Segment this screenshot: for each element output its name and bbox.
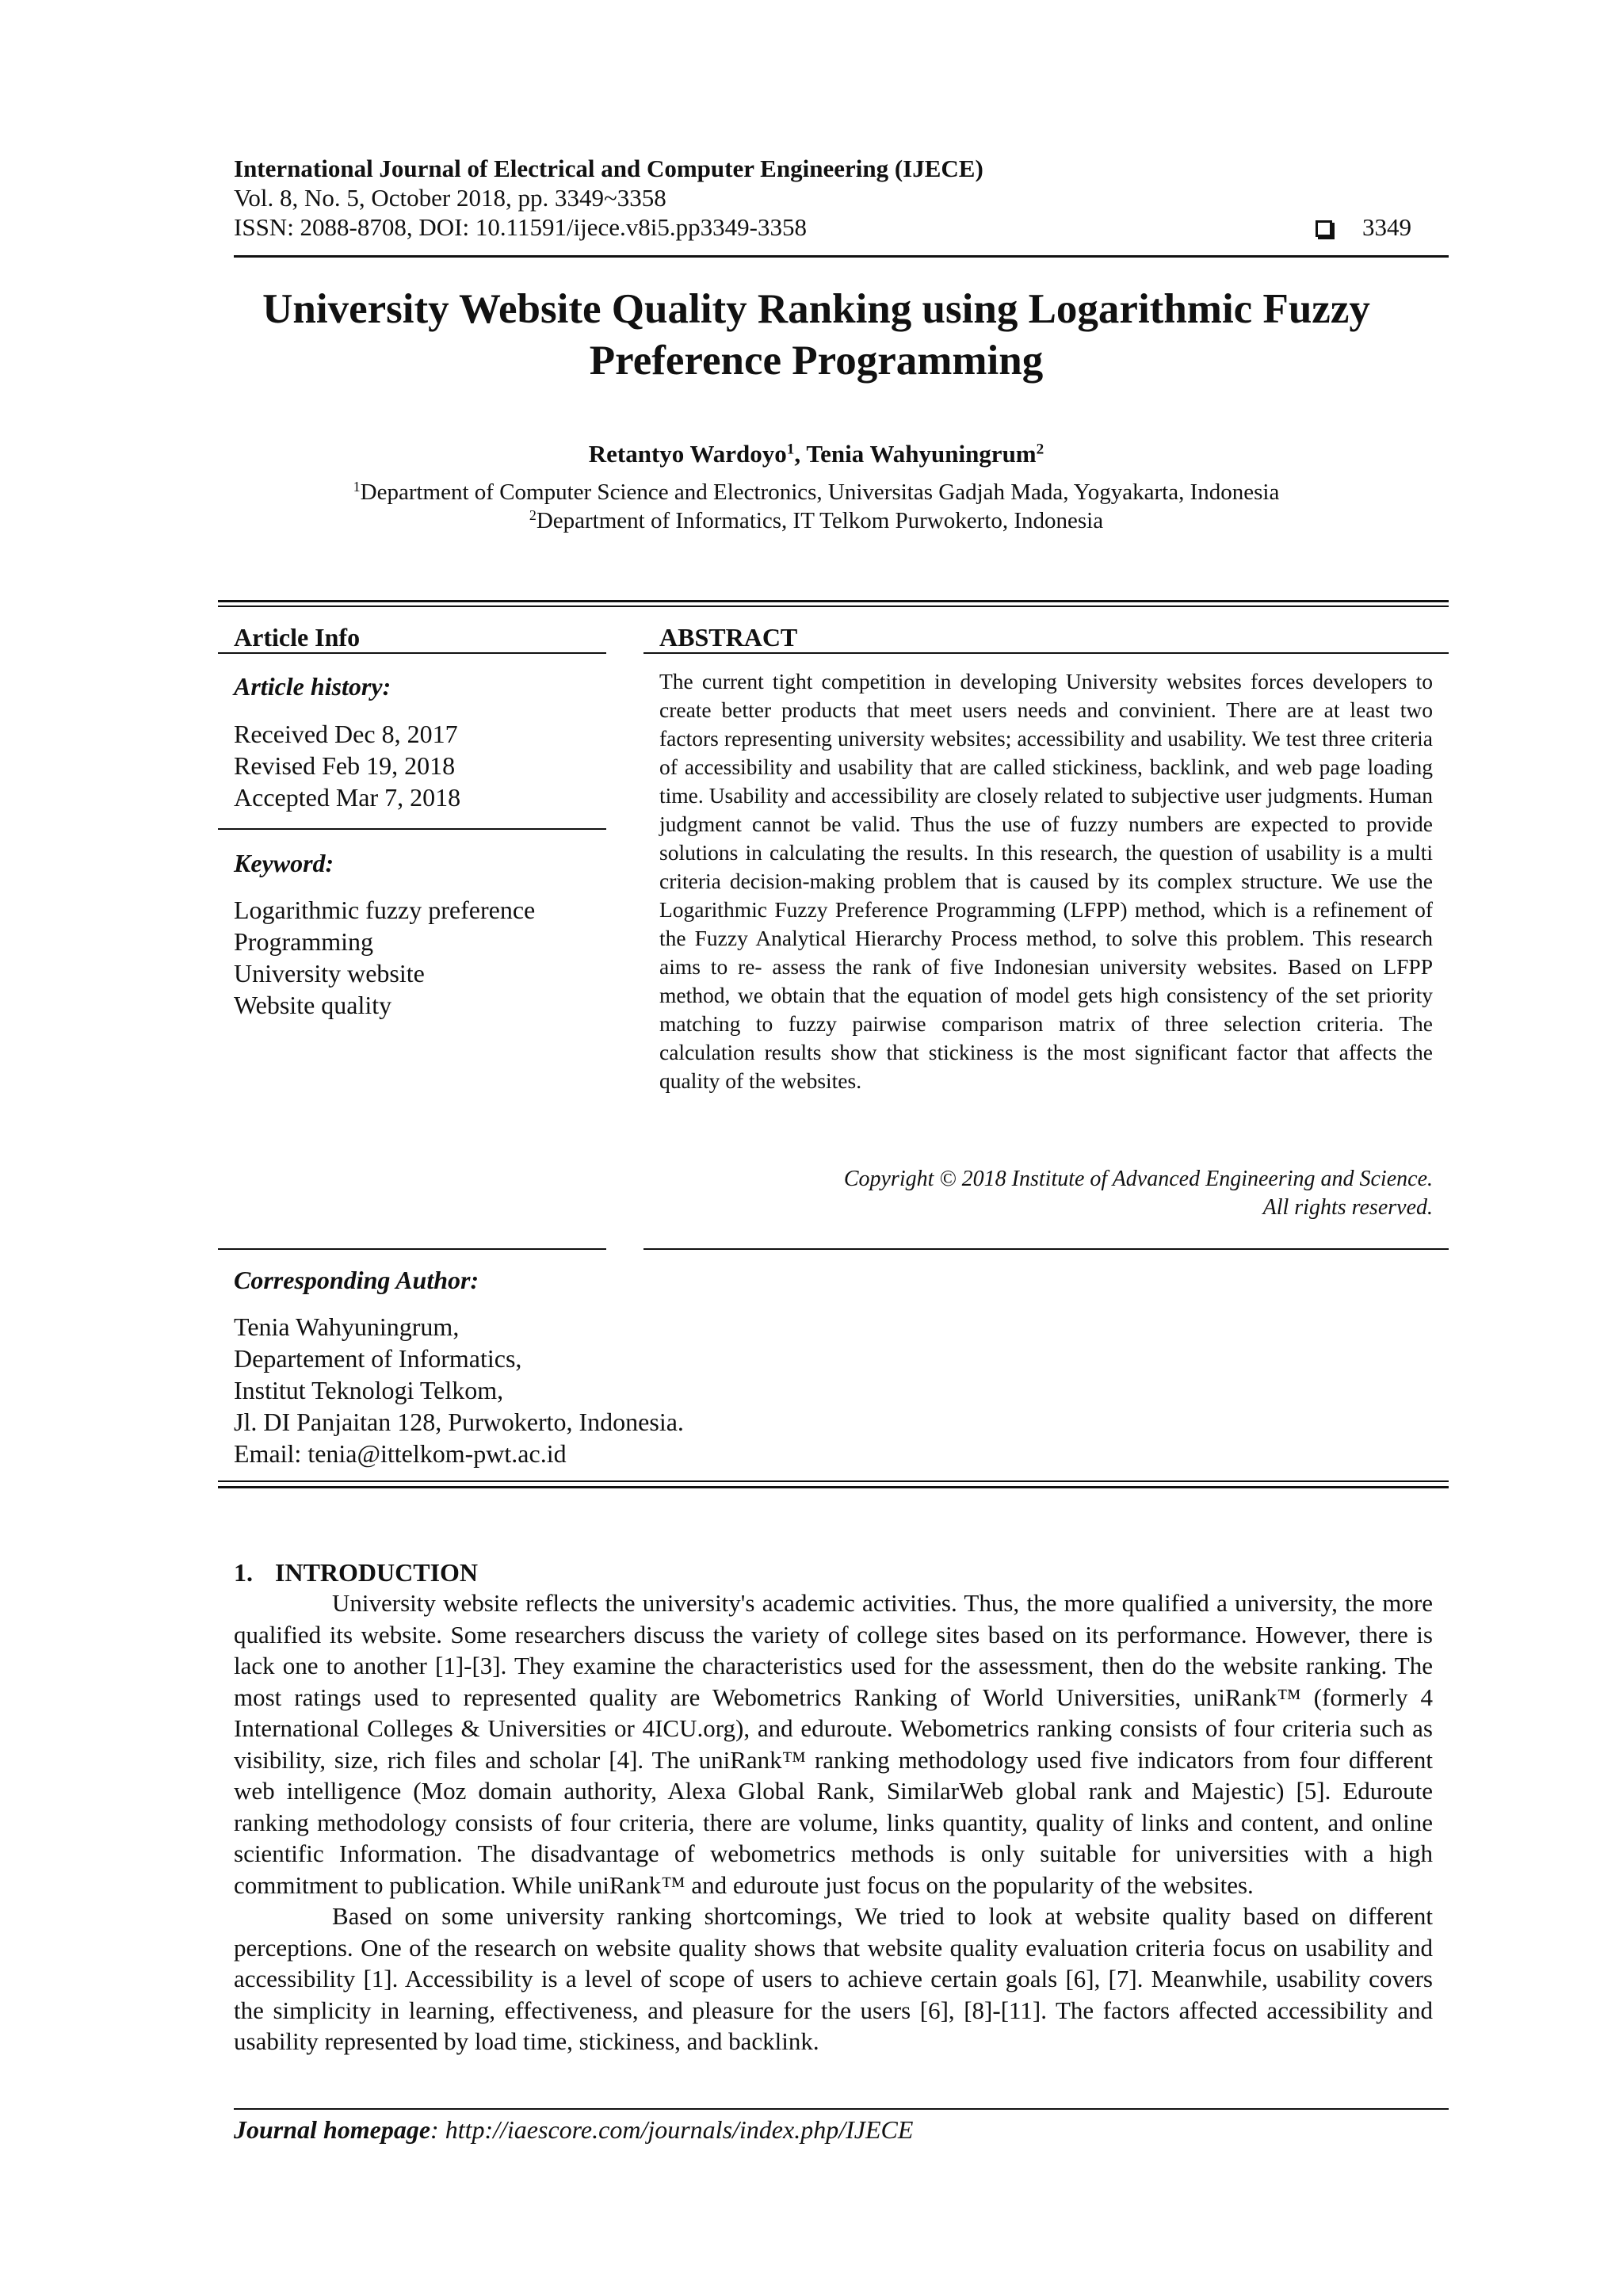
section-number: 1. xyxy=(234,1558,253,1587)
affiliation-1-text: Department of Computer Science and Electronics, Universitas Gadjah Mada, Yogyakarta, Indonesia xyxy=(360,479,1280,505)
journal-name: International Journal of Electrical and Computer Engineering (IJECE) xyxy=(234,155,983,182)
homepage-separator: : xyxy=(430,2115,445,2144)
info-box-top-rule-2 xyxy=(218,606,1449,607)
history-rule xyxy=(218,828,606,830)
accepted-date: Accepted Mar 7, 2018 xyxy=(234,783,461,812)
author-1-affiliation-mark: 1 xyxy=(786,441,795,458)
homepage-url[interactable]: http://iaescore.com/journals/index.php/IJECE xyxy=(445,2115,914,2144)
author-separator: , xyxy=(794,440,807,468)
article-history-heading: Article history: xyxy=(234,672,391,701)
keyword-rule xyxy=(218,1248,606,1250)
paragraph: University website reflects the university's academic activities. Thus, the more qualified a university, the more qualified its website. Some researchers discuss the variety of college sites based on its performance. However, there is lack one to another [1]-[3]. They examine the characteristics used for the assessment, then do the website ranking. The most ratings used to represented quality are Webometrics Ranking of World Universities, uniRank™ (formerly 4 International Colleges & Universities or 4ICU.org), and eduroute. Webometrics ranking consists of four criteria such as visibility, size, rich files and scholar [4]. The uniRank™ ranking methodology used five indicators from four different web intelligence (Moz domain authority, Alexa Global Rank, SimilarWeb global rank and Majestic) [5]. Eduroute ranking methodology consists of four criteria, there are volume, links quantity, quality of links and content, and online scientific Information. The disadvantage of webometrics methods is only suitable for universities with a high commitment to publication. While uniRank™ and eduroute just focus on the popularity of the websites. xyxy=(234,1589,1433,1899)
issn-doi: ISSN: 2088-8708, DOI: 10.11591/ijece.v8i5.pp3349-3358 xyxy=(234,213,807,241)
keyword-item: Logarithmic fuzzy preference xyxy=(234,896,536,924)
article-info-heading: Article Info xyxy=(234,623,361,651)
authors xyxy=(182,440,1450,468)
affiliation-1 xyxy=(182,479,1450,506)
homepage-label: Journal homepage xyxy=(234,2115,431,2144)
received-date: Received Dec 8, 2017 xyxy=(234,720,458,748)
copyright-notice xyxy=(659,1165,1433,1222)
corresponding-email: Email: tenia@ittelkom-pwt.ac.id xyxy=(234,1439,567,1468)
keyword-item: University website xyxy=(234,959,425,988)
author-2-affiliation-mark: 2 xyxy=(1036,441,1044,458)
affiliation-1-mark: 1 xyxy=(353,479,361,495)
corresponding-line: Institut Teknologi Telkom, xyxy=(234,1376,504,1404)
title-line-1: University Website Quality Ranking using Logarithmic Fuzzy xyxy=(262,286,1370,332)
keyword-heading: Keyword: xyxy=(234,849,334,877)
corresponding-line: Tenia Wahyuningrum, xyxy=(234,1312,460,1341)
footer-rule xyxy=(234,2108,1449,2110)
keyword-list xyxy=(234,894,535,1021)
page-number-block xyxy=(1316,214,1450,241)
abstract-rule xyxy=(643,652,1449,654)
revised-date: Revised Feb 19, 2018 xyxy=(234,751,456,780)
header-rule xyxy=(234,255,1449,258)
introduction-body xyxy=(234,1587,1433,2057)
corresponding-author-heading: Corresponding Author: xyxy=(234,1266,479,1294)
author-1: Retantyo Wardoyo xyxy=(588,440,787,468)
corresponding-line: Jl. DI Panjaitan 128, Purwokerto, Indonesia. xyxy=(234,1408,684,1436)
affiliation-2-mark: 2 xyxy=(529,507,537,524)
section-title: INTRODUCTION xyxy=(275,1558,479,1587)
page-number: 3349 xyxy=(1362,213,1411,241)
corresponding-author-details xyxy=(234,1311,684,1469)
volume-info: Vol. 8, No. 5, October 2018, pp. 3349~3358 xyxy=(234,184,666,212)
paper-title xyxy=(182,285,1450,384)
keyword-item: Website quality xyxy=(234,991,392,1019)
keyword-item: Programming xyxy=(234,927,373,956)
paragraph: Based on some university ranking shortcomings, We tried to look at website quality based on different perceptions. One of the research on website quality shows that website quality evaluation criteria focus on usability and accessibility [1]. Accessibility is a level of scope of users to achieve certain goals [6], [7]. Meanwhile, usability covers the simplicity in learning, effectiveness, and pleasure for the users [6], [8]-[11]. The factors affected accessibility and usability represented by load time, stickiness, and backlink. xyxy=(234,1902,1433,2055)
abstract-heading: ABSTRACT xyxy=(659,623,798,651)
copyright-line-1: Copyright © 2018 Institute of Advanced Engineering and Science. xyxy=(843,1167,1433,1191)
article-info-rule xyxy=(218,652,606,654)
introduction-heading xyxy=(234,1558,478,1587)
copyright-line-2: All rights reserved. xyxy=(1262,1195,1433,1220)
affiliation-2-text: Department of Informatics, IT Telkom Purwokerto, Indonesia xyxy=(536,508,1104,533)
title-line-2: Preference Programming xyxy=(589,338,1044,384)
info-box-bottom-rule-2 xyxy=(218,1486,1449,1488)
author-2: Tenia Wahyuningrum xyxy=(806,440,1037,468)
abstract-bottom-rule xyxy=(643,1248,1449,1250)
info-box-top-rule xyxy=(218,600,1449,602)
journal-homepage xyxy=(234,2114,913,2145)
affiliation-2 xyxy=(182,507,1450,534)
abstract-text: The current tight competition in developing University websites forces developers to create better products that meet users needs and convinient. There are at least two factors representing university websites; accessibility and usability. We test three criteria of accessibility and usability that are called stickiness, backlink, and web page loading time. Usability and accessibility are closely related to subjective user judgments. Human judgment cannot be valid. Thus the use of fuzzy numbers are expected to provide solutions in calculating the results. In this research, the question of usability is a multi criteria decision-making problem that is caused by its complex structure. We use the Logarithmic Fuzzy Preference Programming (LFPP) method, which is a refinement of the Fuzzy Analytical Hierarchy Process method, to solve this problem. This research aims to re- assess the rank of five Indonesian university websites. Based on LFPP method, we obtain that the equation of model gets high consistency of the set priority matching to fuzzy pairwise comparison matrix of three selection criteria. The calculation results show that stickiness is the most significant factor that affects the quality of the websites. xyxy=(659,669,1433,1093)
box-bullet-icon xyxy=(1316,220,1332,237)
info-box-bottom-rule xyxy=(218,1480,1449,1482)
corresponding-line: Departement of Informatics, xyxy=(234,1344,522,1373)
abstract-body xyxy=(659,667,1433,1095)
